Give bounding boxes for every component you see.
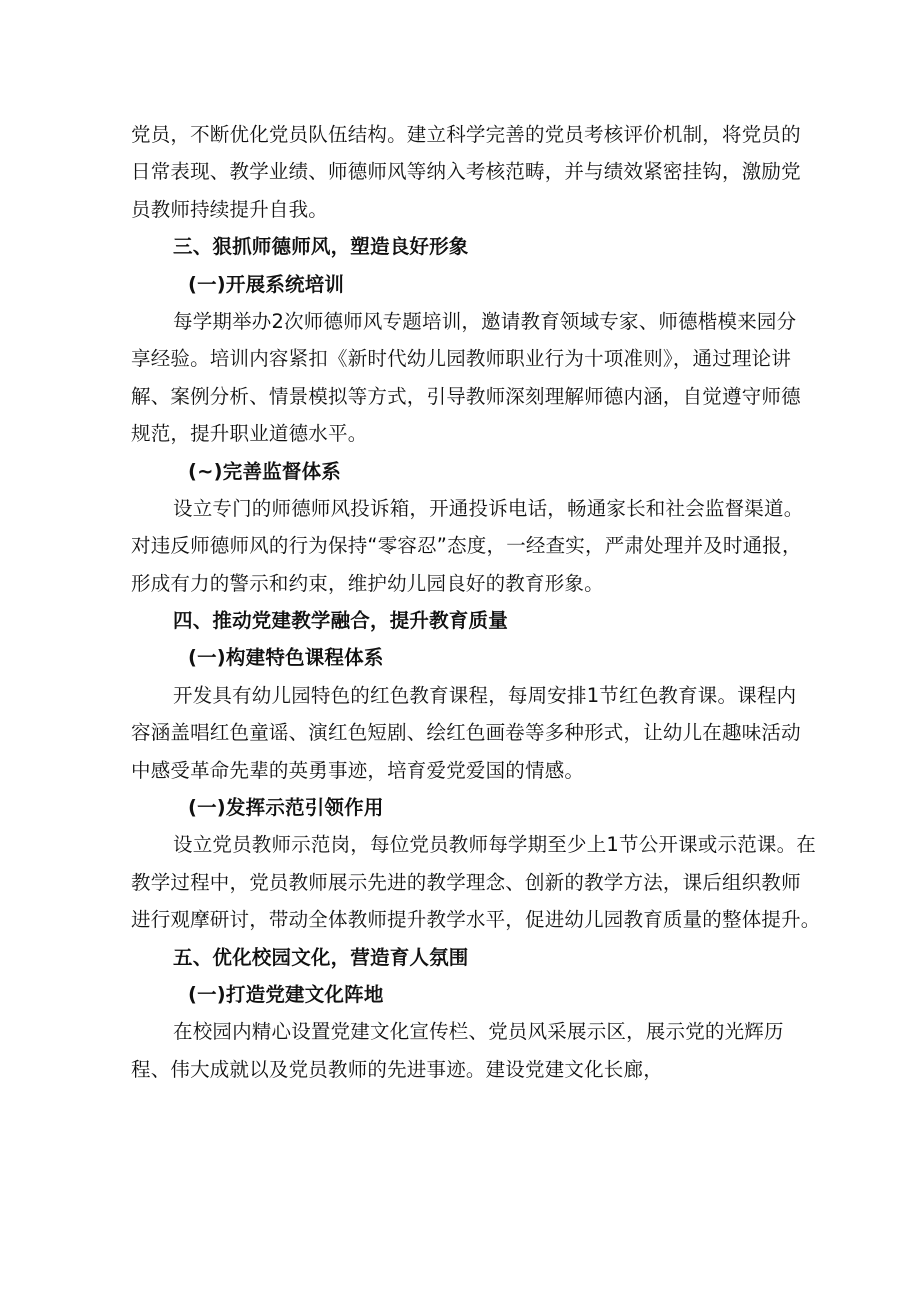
body-line: 员教师持续提升自我。 xyxy=(131,197,329,221)
body-line: 中感受革命先辈的英勇事迹，培育爱党爱国的情感。 xyxy=(131,758,585,782)
document-body xyxy=(131,116,831,1088)
subsection-heading: (一)发挥示范引领作用 xyxy=(188,796,384,820)
subsection-heading: (一)打造党建文化阵地 xyxy=(188,982,384,1006)
subsection-heading: (~)完善监督体系 xyxy=(188,459,341,483)
section-heading: 五、优化校园文化，营造育人氛围 xyxy=(173,945,469,969)
body-line: 规范，提升职业道德水平。 xyxy=(131,422,368,446)
paragraph-first-line: 设立党员教师示范岗，每位党员教师每学期至少上1节公开课或示范课。在 xyxy=(173,833,817,857)
paragraph-first-line: 设立专门的师德师风投诉箱，开通投诉电话，畅通家长和社会监督渠道。 xyxy=(173,496,804,520)
body-line: 日常表现、教学业绩、师德师风等纳入考核范畴，并与绩效紧密挂钩，激励党 xyxy=(131,160,801,184)
body-line: 形成有力的警示和约束，维护幼儿园良好的教育形象。 xyxy=(131,571,604,595)
body-line: 程、伟大成就以及党员教师的先进事迹。建设党建文化长廊， xyxy=(131,1057,663,1081)
body-line: 进行观摩研讨，带动全体教师提升教学水平，促进幼儿园教育质量的整体提升。 xyxy=(131,908,821,932)
body-line: 对违反师德师风的行为保持“零容忍”态度，一经查实，严肃处理并及时通报， xyxy=(131,534,802,558)
section-heading: 三、狠抓师德师风，塑造良好形象 xyxy=(173,235,469,259)
subsection-heading: (一)构建特色课程体系 xyxy=(188,646,384,670)
body-line: 解、案例分析、情景模拟等方式，引导教师深刻理解师德内涵，自觉遵守师德 xyxy=(131,384,801,408)
body-line: 享经验。培训内容紧扣《新时代幼儿园教师职业行为十项准则》，通过理论讲 xyxy=(131,347,792,371)
paragraph-first-line: 每学期举办2次师德师风专题培训，邀请教育领域专家、师德楷模来园分 xyxy=(173,309,797,333)
paragraph-first-line: 开发具有幼儿园特色的红色教育课程，每周安排1节红色教育课。课程内 xyxy=(173,683,797,707)
paragraph-first-line: 在校园内精心设置党建文化宣传栏、党员风采展示区，展示党的光辉历 xyxy=(173,1020,784,1044)
subsection-heading: (一)开展系统培训 xyxy=(188,272,345,296)
body-line: 容涵盖唱红色童谣、演红色短剧、绘红色画卷等多种形式，让幼儿在趣味活动 xyxy=(131,721,801,745)
body-line: 教学过程中，党员教师展示先进的教学理念、创新的教学方法，课后组织教师 xyxy=(131,870,801,894)
section-heading: 四、推动党建教学融合，提升教育质量 xyxy=(173,609,508,633)
body-line: 党员，不断优化党员队伍结构。建立科学完善的党员考核评价机制，将党员的 xyxy=(131,123,801,146)
